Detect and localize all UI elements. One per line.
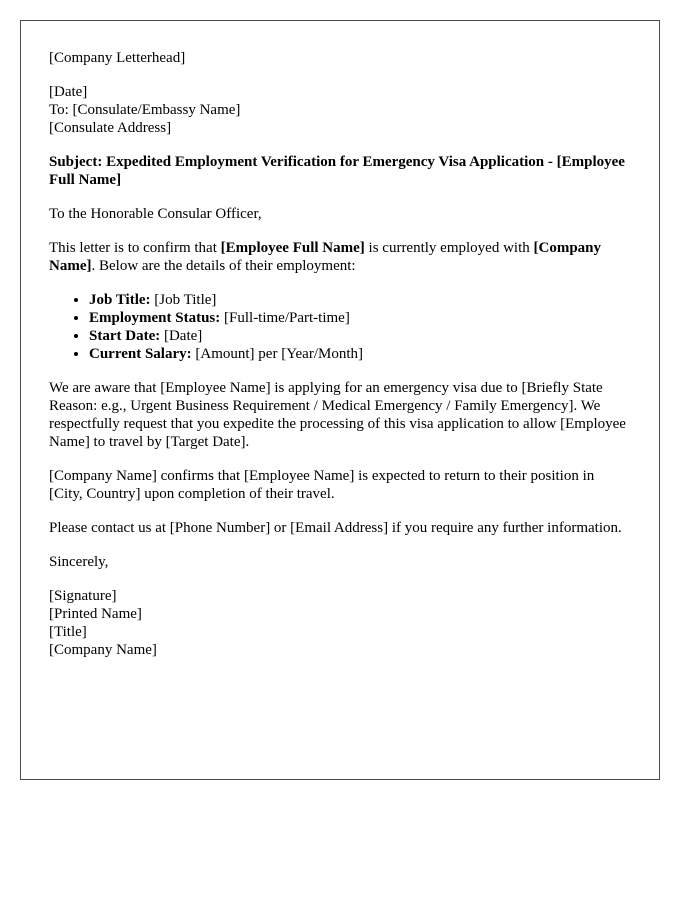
salutation: To the Honorable Consular Officer, — [49, 206, 262, 222]
signer-company: [Company Name] — [49, 642, 157, 658]
company-letterhead: [Company Letterhead] — [49, 50, 186, 66]
detail-value: [Full-time/Part-time] — [220, 310, 350, 326]
signature-line: [Signature] — [49, 588, 117, 604]
detail-job-title — [89, 291, 631, 309]
detail-label: Job Title: — [89, 292, 151, 308]
detail-start-date — [89, 327, 631, 345]
intro-paragraph — [49, 239, 631, 275]
detail-label: Employment Status: — [89, 310, 221, 326]
detail-label: Current Salary: — [89, 346, 192, 362]
signer-title: [Title] — [49, 624, 87, 640]
recipient-name: To: [Consulate/Embassy Name] — [49, 102, 241, 118]
letter-page — [20, 20, 660, 780]
employee-full-name: [Employee Full Name] — [220, 240, 365, 256]
recipient-block — [49, 83, 631, 137]
detail-value: [Amount] per [Year/Month] — [191, 346, 364, 362]
detail-current-salary — [89, 345, 631, 363]
recipient-address: [Consulate Address] — [49, 120, 172, 136]
detail-label: Start Date: — [89, 328, 161, 344]
intro-text-2: is currently employed with — [364, 240, 534, 256]
closing: Sincerely, — [49, 554, 109, 570]
contact-paragraph: Please contact us at [Phone Number] or [Email Address] if you require any further information. — [49, 520, 622, 536]
company-name: [Company Name] — [49, 240, 602, 274]
signature-block — [49, 587, 631, 659]
intro-text-3: . Below are the details of their employment: — [91, 258, 356, 274]
request-paragraph: We are aware that [Employee Name] is applying for an emergency visa due to [Briefly State Reason: e.g., Urgent Business Requirement / Medical Emergency / Family Emergency]. We respectfully request that you expedite the processing of this visa application to allow [Employee Name] to travel by [Target Date]. — [49, 380, 626, 450]
intro-text-1: This letter is to confirm that — [49, 240, 221, 256]
detail-employment-status — [89, 309, 631, 327]
printed-name: [Printed Name] — [49, 606, 142, 622]
letter-date: [Date] — [49, 84, 88, 100]
return-paragraph: [Company Name] confirms that [Employee Name] is expected to return to their position in [City, Country] upon completion of their travel. — [49, 468, 595, 502]
letter-subject: Subject: Expedited Employment Verification for Emergency Visa Application - [Employee Full Name] — [49, 154, 625, 188]
detail-value: [Job Title] — [150, 292, 217, 308]
employment-details-list — [49, 291, 631, 363]
detail-value: [Date] — [160, 328, 203, 344]
